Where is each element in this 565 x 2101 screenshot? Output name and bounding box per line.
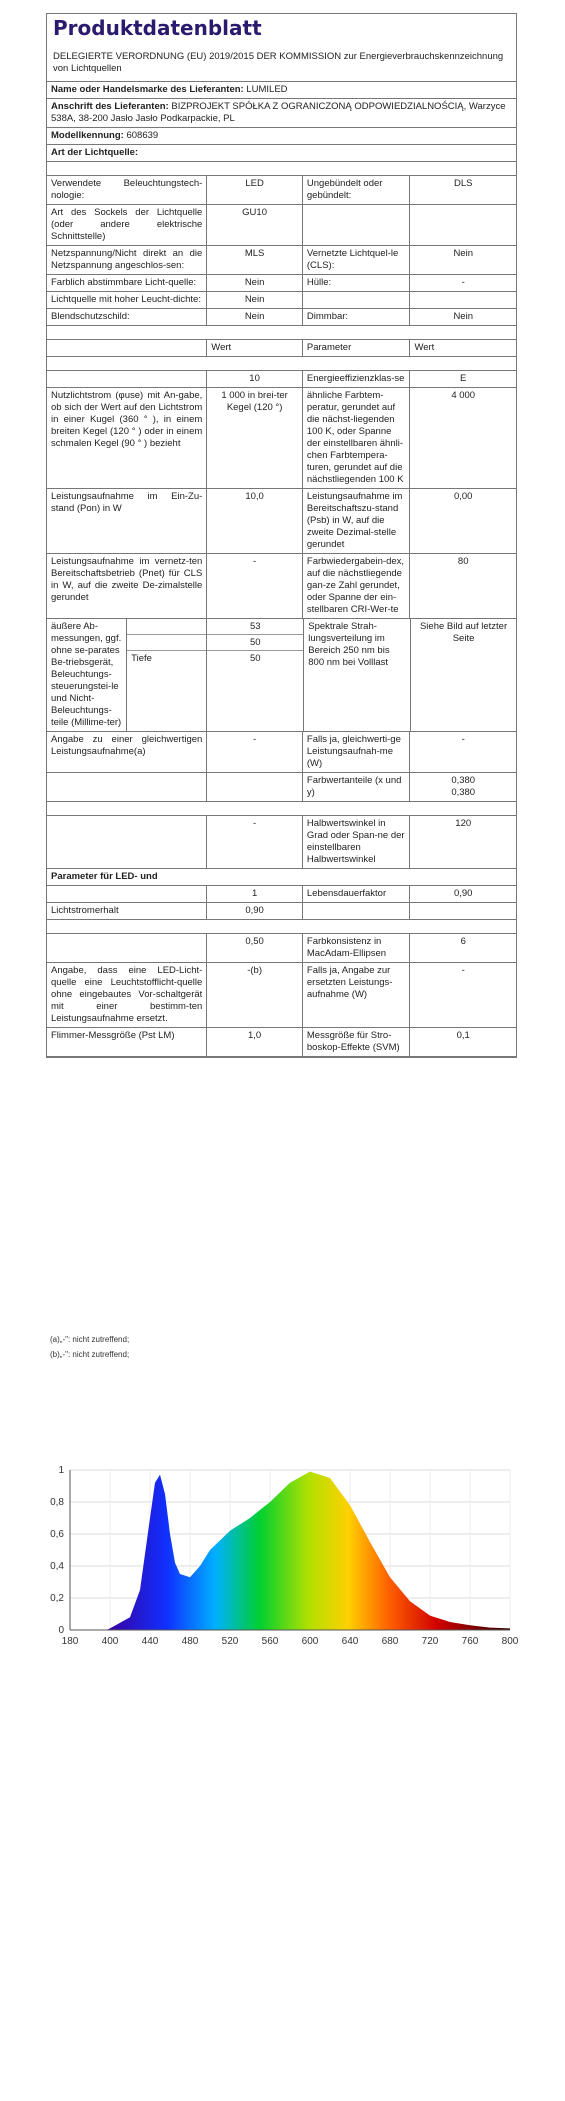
value-row [47,371,516,388]
type-value: Nein [206,309,302,325]
type-param [302,205,410,245]
dim-value-1: 53 [249,621,261,632]
value-header-row [47,340,516,357]
value-param-value: 0,00 [409,489,516,553]
value-label [47,371,206,387]
type-param: Ungebündelt oder gebündelt: [302,176,410,204]
dim-value-3: 50 [249,653,261,664]
spacer-row [47,357,516,371]
value4-row [47,934,516,963]
value2-row [47,732,516,773]
supplier-address: BIZPROJEKT SPÓŁKA Z OGRANICZONĄ ODPOWIEDZIALNOŚCIĄ, Warzyce 538A, 38-200 Jasło Jasło Podkarpackie, PL [51,101,506,124]
spacer-row [47,920,516,934]
type-row [47,275,516,292]
type-param [302,292,410,308]
supplier-name-label: Name oder Handelsmarke des Lieferanten: [51,84,244,95]
dimensions-values [206,619,303,731]
value-label: Nutzlichtstrom (φuse) mit An-gabe, ob sich der Wert auf den Lichtstrom in einer Kugel (360 ° ), in einem breiten Kegel (120 ° ) oder in einem schmalen Kegel (90 ° ) bezieht [51,390,203,449]
dimensions-sublabels [126,619,206,731]
value-row [47,554,516,619]
value4-row [47,963,516,1028]
dim-sub-2 [127,635,135,650]
value4-label: Flimmer-Messgröße (Pst LM) [51,1030,175,1041]
value4-param-value: 6 [409,934,516,962]
y-tick-label: 0,6 [50,1529,64,1540]
value4-label: Angabe, dass eine LED-Licht-quelle eine Leuchtstofflicht-quelle ohne eingebautes Vor-schaltgerät mit einer bestimm-ten Leistungsaufnahme ersetzt. [51,965,203,1024]
type-value: GU10 [206,205,302,245]
value3-param [302,903,410,919]
model-label: Modellkennung: [51,130,124,141]
value2-label [47,773,206,801]
value3-param-value [409,903,516,919]
value-param-value: E [409,371,516,387]
model-value: 608639 [126,130,159,141]
type-value: MLS [206,246,302,274]
value3-param-value: 0,90 [409,886,516,902]
x-tick-label: 720 [421,1636,439,1647]
value3-param: Lebensdauerfaktor [302,886,410,902]
model-row [47,128,516,144]
value4-param: Farbkonsistenz in MacAdam-Ellipsen [302,934,410,962]
type-label: Farblich abstimmbare Licht-quelle: [51,277,197,288]
x-tick-label: 760 [461,1636,479,1647]
type-row [47,205,516,246]
y-tick-label: 0,2 [50,1593,64,1604]
value-param: Energieeffizienzklas-se [302,371,410,387]
halfvalue-param-value: 120 [409,816,516,868]
footnote-b: (b)„-": nicht zutreffend; [50,1350,130,1359]
value-label: Leistungsaufnahme im Ein-Zu-stand (Pon) in W [51,491,203,514]
value4-param-value: 0,1 [409,1028,516,1056]
dim-value-2: 50 [249,637,261,648]
value2-row [47,773,516,802]
spacer-row [47,802,516,816]
value-value: 10 [206,371,302,387]
value2-value: - [206,732,302,772]
footnote-a: (a)„-": nicht zutreffend; [50,1335,130,1344]
type-value: Nein [206,275,302,291]
value4-value: -(b) [206,963,302,1027]
supplier-address-label: Anschrift des Lieferanten: [51,101,169,112]
x-tick-label: 600 [301,1636,319,1647]
y-tick-label: 0 [58,1625,64,1636]
spectrum-chart [30,1450,530,1670]
x-tick-label: 800 [501,1636,519,1647]
value2-param-value: 0,380 0,380 [409,773,516,801]
type-param-value: - [409,275,516,291]
x-tick-label: 520 [221,1636,239,1647]
type-param-value: DLS [409,176,516,204]
header-wert: Wert [206,340,302,356]
dim-sub-1 [127,619,135,634]
x-tick-label: 560 [261,1636,279,1647]
value-table-4 [47,934,516,1057]
type-label: Lichtquelle mit hoher Leucht-dichte: [51,294,201,305]
type-value: LED [206,176,302,204]
page-title: Produktdatenblatt [53,16,262,40]
type-row [47,176,516,205]
value-table-3 [47,886,516,920]
spectrum-param: Spektrale Strah-lungsverteilung im Bereich 250 nm bis 800 nm bei Volllast [303,619,410,731]
supplier-name: LUMILED [246,84,288,95]
dim-sub-3: Tiefe [131,653,152,664]
value-value: 1 000 in brei-ter Kegel (120 °) [206,388,302,488]
value3-row [47,886,516,903]
value4-value: 0,50 [206,934,302,962]
value3-label [47,886,206,902]
y-tick-label: 1 [58,1465,64,1476]
type-param-value [409,205,516,245]
value2-label: Angabe zu einer gleichwertigen Leistungsaufnahme(a) [51,734,203,757]
value-value: 10,0 [206,489,302,553]
type-param-value: Nein [409,309,516,325]
y-tick-label: 0,4 [50,1561,64,1572]
supplier-name-row [47,82,516,98]
supplier-address-row [47,99,516,127]
value-param-value: 4 000 [409,388,516,488]
spacer-row [47,162,516,176]
spectrum-area [106,1472,510,1630]
value2-param: Farbwertanteile (x und y) [302,773,410,801]
value4-row [47,1028,516,1057]
header-parameter: Parameter [302,340,410,356]
value-row [47,489,516,554]
value-table [47,371,516,619]
spacer-row [47,326,516,340]
spectrum-param-value: Siehe Bild auf letzter Seite [410,619,516,731]
header-wert-2: Wert [409,340,516,356]
type-param: Dimmbar: [302,309,410,325]
value4-label [47,934,206,962]
value3-row [47,903,516,920]
type-param-value [409,292,516,308]
dimensions-row [47,619,516,732]
value-label: Leistungsaufnahme im vernetz-ten Bereitschaftsbetrieb (Pnet) für CLS in W, auf die zweite De-zimalstelle gerundet [51,556,203,603]
value4-param-value: - [409,963,516,1027]
type-value: Nein [206,292,302,308]
x-tick-label: 180 [61,1636,79,1647]
value4-value: 1,0 [206,1028,302,1056]
dimensions-label: äußere Ab-messungen, ggf. ohne se-parates Be-triebsgerät, Beleuchtungs-steuerungstei-le und Nicht-Beleuchtungs-teile (Millime-ter) [51,621,122,728]
type-row [47,309,516,326]
light-type-heading: Art der Lichtquelle: [51,147,139,158]
value-param: Leistungsaufnahme im Bereitschaftszu-stand (Psb) in W, auf die zweite Dezimal-stelle gerundet [302,489,410,553]
type-label: Blendschutzschild: [51,311,130,322]
type-label: Art des Sockels der Lichtquelle (oder andere elektrische Schnittstelle) [51,207,203,242]
halfvalue-value: - [206,816,302,868]
x-tick-label: 440 [141,1636,159,1647]
x-tick-label: 400 [101,1636,119,1647]
value2-value [206,773,302,801]
x-tick-label: 680 [381,1636,399,1647]
value2-param-value: - [409,732,516,772]
type-table [47,176,516,326]
type-param-value: Nein [409,246,516,274]
value-param: ähnliche Farbtem-peratur, gerundet auf die nächst-liegenden 100 K, oder Spanne der einstellbaren ähnli-chen Farbtempera-turen, gerundet auf die nächstliegenden 100 K [302,388,410,488]
value-param-value: 80 [409,554,516,618]
x-tick-label: 480 [181,1636,199,1647]
halfvalue-param: Halbwertswinkel in Grad oder Span-ne der einstellbaren Halbwertswinkel [302,816,410,868]
led-params-heading: Parameter für LED- und [51,871,158,882]
product-datasheet [46,13,517,1058]
x-tick-label: 640 [341,1636,359,1647]
value3-value: 0,90 [206,903,302,919]
value3-label: Lichtstromerhalt [51,905,119,916]
value2-param: Falls ja, gleichwerti-ge Leistungsaufnah-me (W) [302,732,410,772]
y-tick-label: 0,8 [50,1497,64,1508]
value4-param: Messgröße für Stro-boskop-Effekte (SVM) [302,1028,410,1056]
chart-area [106,1471,511,1630]
type-label: Verwendete Beleuchtungstech-nologie: [51,178,203,201]
value4-param: Falls ja, Angabe zur ersetzten Leistungs-aufnahme (W) [302,963,410,1027]
type-row [47,292,516,309]
type-param: Vernetzte Lichtquel-le (CLS): [302,246,410,274]
value-table-2 [47,732,516,802]
value-row [47,388,516,489]
type-param: Hülle: [302,275,410,291]
value-value: - [206,554,302,618]
value-param: Farbwiedergabein-dex, auf die nächstliegende gan-ze Zahl gerundet, oder Spanne der ein-stellbaren CRI-Wer-te [302,554,410,618]
type-label: Netzspannung/Nicht direkt an die Netzspannung angeschlos-sen: [51,248,203,271]
type-row [47,246,516,275]
halfvalue-row [47,816,516,869]
regulation-text: DELEGIERTE VERORDNUNG (EU) 2019/2015 DER KOMMISSION zur Energieverbrauchskennzeichnung von Lichtquellen [47,48,516,82]
value3-value: 1 [206,886,302,902]
